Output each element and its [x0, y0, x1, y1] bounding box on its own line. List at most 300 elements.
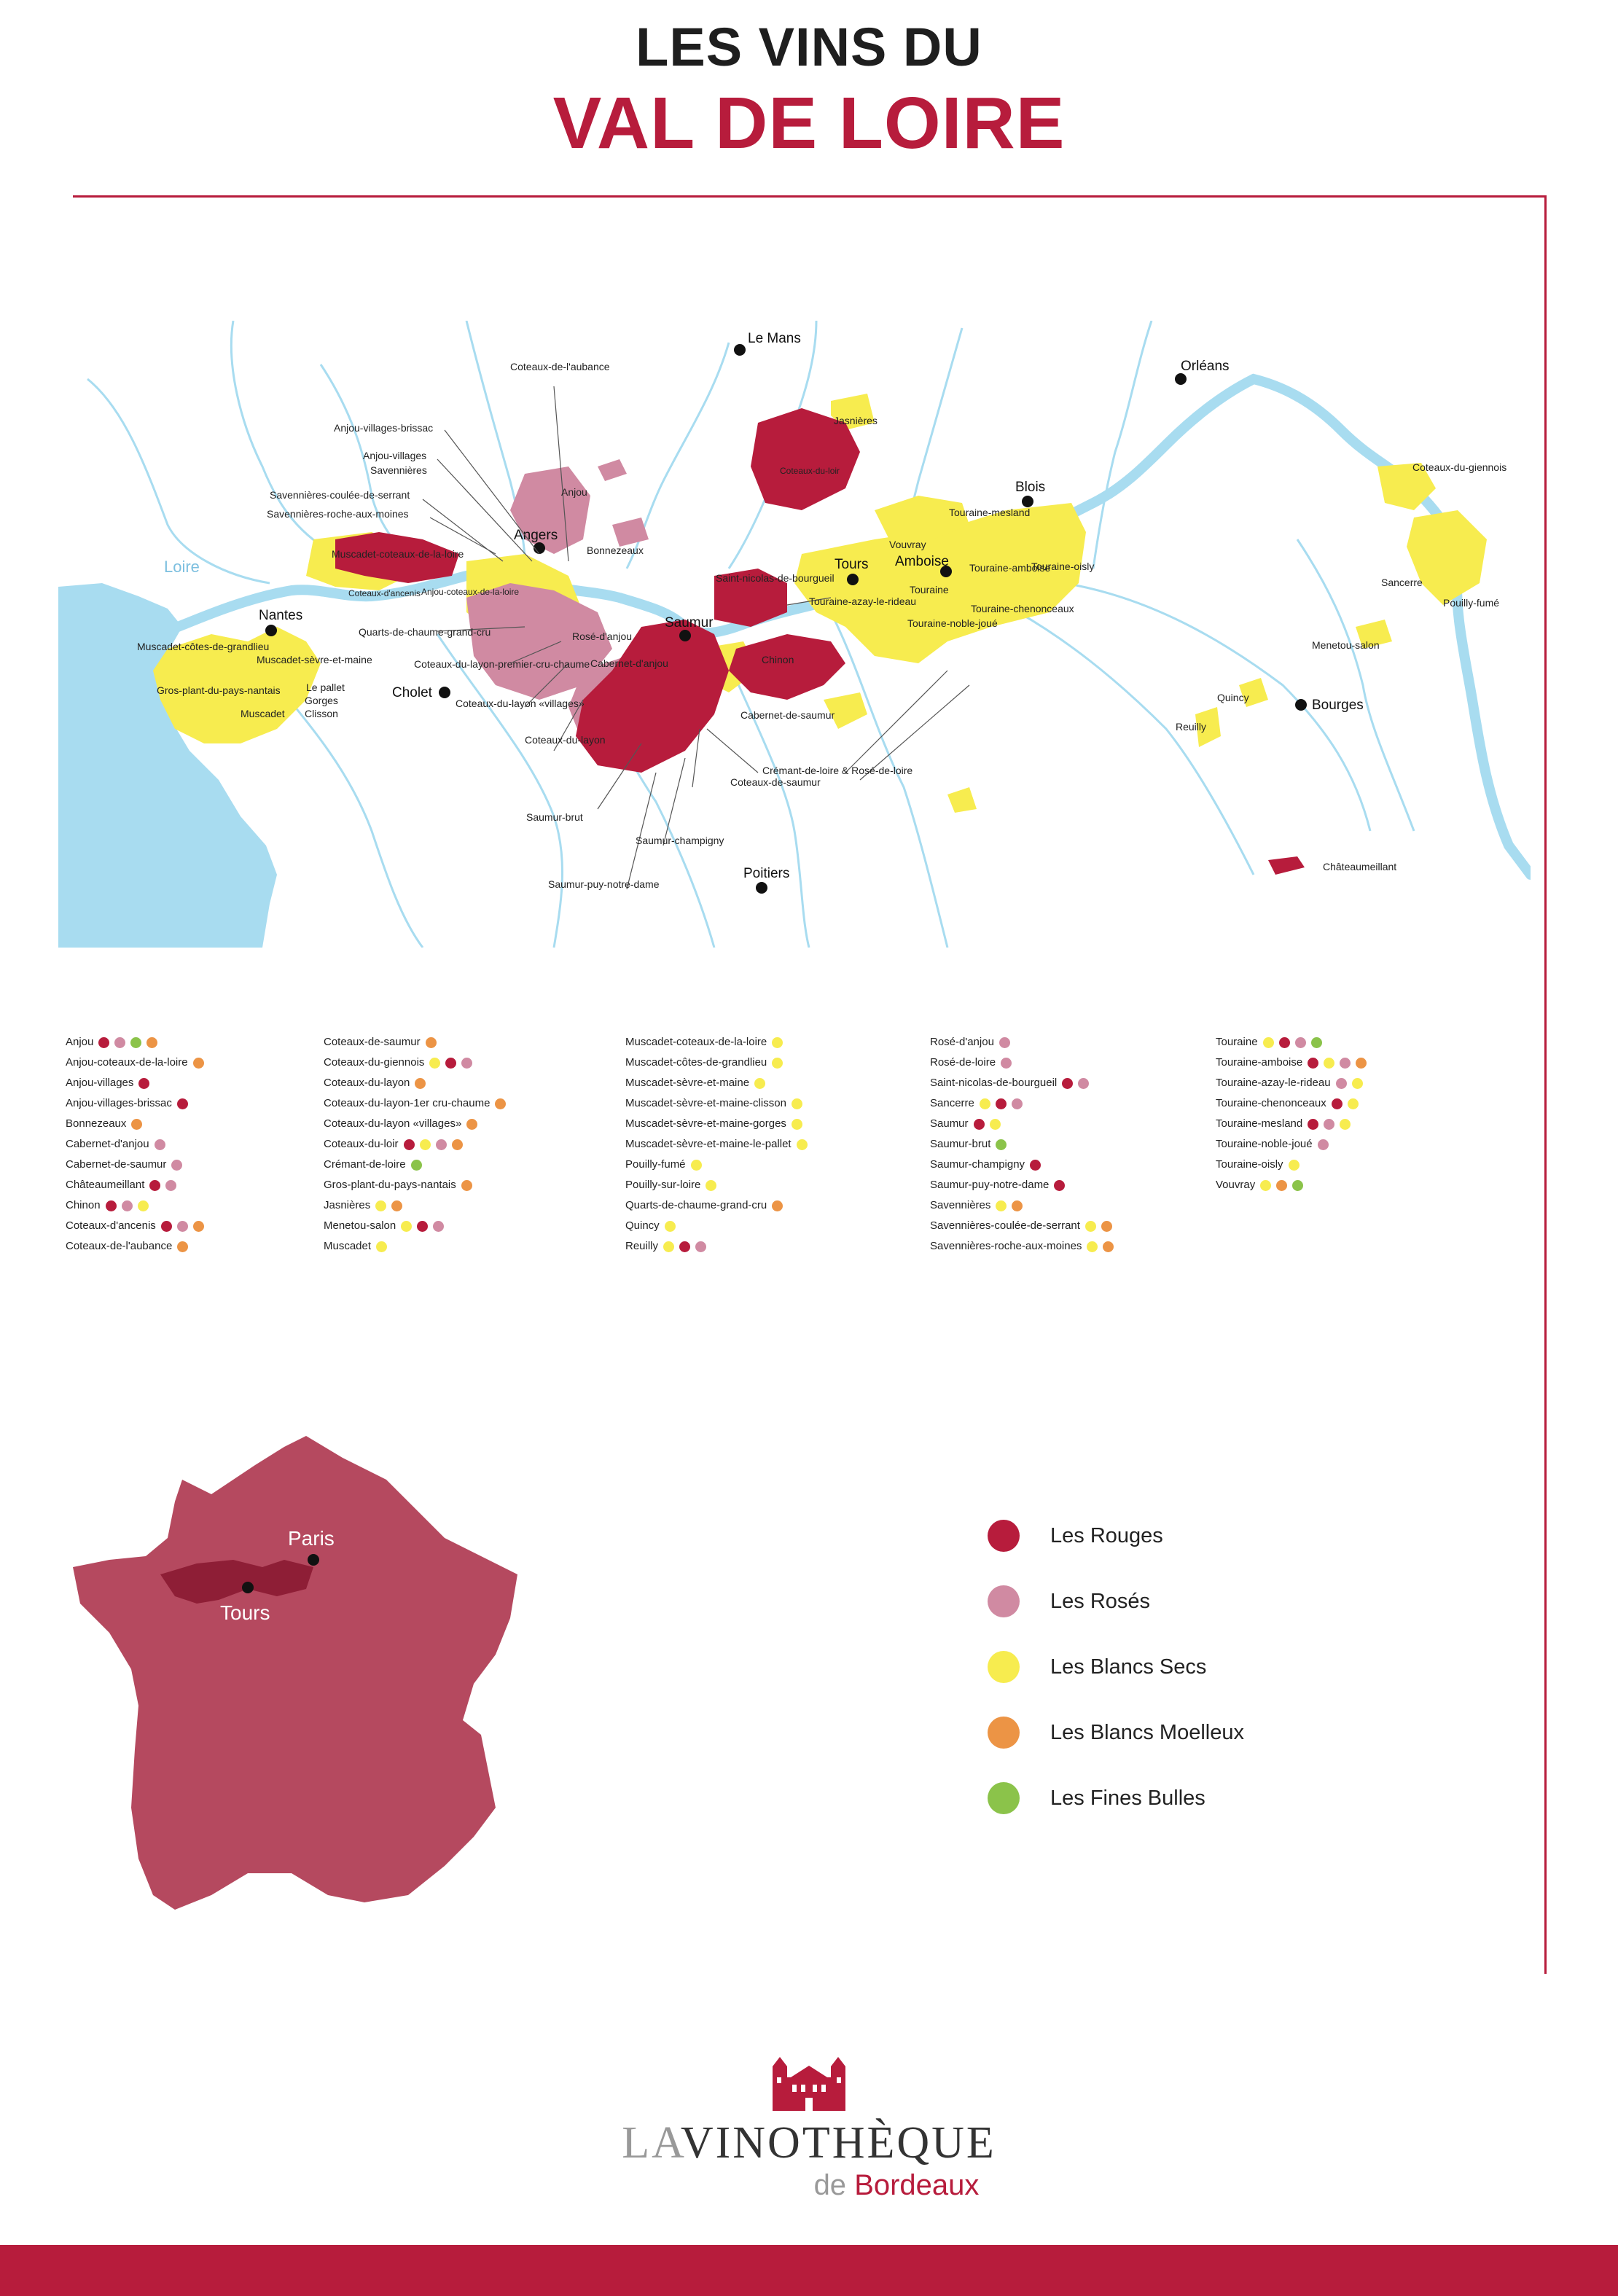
- label-touraine-noble-joue: Touraine-noble-joué: [907, 617, 998, 629]
- legend-item: [930, 1134, 1114, 1155]
- legend-dot-blanc-moelleux: [461, 1180, 472, 1191]
- legend-item-label: Reuilly: [625, 1240, 659, 1252]
- legend-dot-blanc-sec: [1087, 1241, 1098, 1252]
- label-pouilly-fume: Pouilly-fumé: [1443, 597, 1500, 609]
- legend-dot-rouge: [417, 1221, 428, 1232]
- france-label-tours: Tours: [220, 1601, 270, 1624]
- bonnezeaux-area: [612, 518, 649, 547]
- legend-item: [324, 1155, 506, 1175]
- legend-dot-blanc-moelleux: [146, 1037, 157, 1048]
- bottom-bar: [0, 2245, 1618, 2296]
- chateau-logo-icon: [769, 2055, 849, 2114]
- legend-item: [930, 1032, 1114, 1053]
- legend-item: [324, 1216, 506, 1236]
- legend-item-label: Crémant-de-loire: [324, 1158, 406, 1171]
- legend-item: [930, 1236, 1114, 1257]
- atlantic-ocean: [58, 583, 277, 948]
- legend-column-5: [1216, 1032, 1367, 1195]
- label-muscadet: Muscadet: [241, 708, 285, 719]
- legend-item: [930, 1155, 1114, 1175]
- page-title-line2: VAL DE LOIRE: [552, 82, 1066, 164]
- legend-dot-rose: [461, 1058, 472, 1069]
- legend-item: [66, 1195, 204, 1216]
- legend-item: [1216, 1032, 1367, 1053]
- legend-item-label: Vouvray: [1216, 1179, 1256, 1191]
- label-touraine: Touraine: [910, 584, 949, 596]
- logo-wordmark: [0, 2117, 1618, 2169]
- label-saint-nicolas-de-bourgueil: Saint-nicolas-de-bourgueil: [716, 572, 835, 584]
- legend-dot-rose: [155, 1139, 165, 1150]
- legend-item-label: Anjou-coteaux-de-la-loire: [66, 1056, 188, 1069]
- small-rose-area: [598, 459, 627, 481]
- legend-item: [1216, 1134, 1367, 1155]
- legend-item-label: Savennières-coulée-de-serrant: [930, 1219, 1080, 1232]
- legend-item: [324, 1032, 506, 1053]
- legend-item: [1216, 1093, 1367, 1114]
- legend-item: [324, 1134, 506, 1155]
- tours-dot: [242, 1582, 254, 1593]
- legend-column-4: [930, 1032, 1114, 1257]
- legend-dot-rouge: [974, 1119, 985, 1130]
- legend-dot-blanc-sec: [990, 1119, 1001, 1130]
- legend-dot-fines-bulles: [1292, 1180, 1303, 1191]
- legend-item-label: Touraine: [1216, 1036, 1258, 1048]
- legend-dot-rouge: [106, 1200, 117, 1211]
- legend-item-label: Cabernet-d'anjou: [66, 1138, 149, 1150]
- legend-dot-blanc-sec: [665, 1221, 676, 1232]
- legend-item: [1216, 1175, 1367, 1195]
- legend-item: [625, 1053, 808, 1073]
- city-dot-le-mans: [734, 344, 746, 356]
- legend-dot-rouge: [996, 1098, 1007, 1109]
- legend-dot-rouge: [1279, 1037, 1290, 1048]
- legend-dot-blanc-sec: [754, 1078, 765, 1089]
- legend-dot-rose: [1324, 1119, 1334, 1130]
- legend-item: [66, 1073, 204, 1093]
- legend-item-label: Touraine-chenonceaux: [1216, 1097, 1326, 1109]
- legend-dot-rouge: [1332, 1098, 1343, 1109]
- legend-dot-rose: [177, 1221, 188, 1232]
- legend-item: [1216, 1155, 1367, 1175]
- city-label-nantes: Nantes: [259, 608, 303, 623]
- legend-dot-rouge: [138, 1078, 149, 1089]
- key-swatch: [988, 1585, 1020, 1617]
- city-dot-bourges: [1295, 699, 1307, 711]
- france-map: [66, 1429, 547, 1924]
- label-touraine-mesland: Touraine-mesland: [949, 507, 1031, 518]
- legend-item-label: Menetou-salon: [324, 1219, 396, 1232]
- legend-item: [625, 1073, 808, 1093]
- city-label-blois: Blois: [1015, 480, 1046, 495]
- label-coteaux-du-layon: Coteaux-du-layon: [525, 734, 606, 746]
- legend-dot-rouge: [161, 1221, 172, 1232]
- legend-item-label: Touraine-amboise: [1216, 1056, 1303, 1069]
- legend-item: [930, 1216, 1114, 1236]
- legend-dot-blanc-sec: [797, 1139, 808, 1150]
- legend-dot-blanc-sec: [691, 1160, 702, 1171]
- legend-dot-rose: [436, 1139, 447, 1150]
- legend-dot-rose: [165, 1180, 176, 1191]
- legend-item-label: Saumur-puy-notre-dame: [930, 1179, 1050, 1191]
- legend-item-label: Touraine-oisly: [1216, 1158, 1283, 1171]
- legend-item: [66, 1053, 204, 1073]
- legend-dot-blanc-sec: [706, 1180, 716, 1191]
- legend-item: [625, 1032, 808, 1053]
- key-label: Les Blancs Moelleux: [1050, 1720, 1244, 1744]
- label-jasnieres: Jasnières: [834, 415, 878, 426]
- legend-item-label: Muscadet-coteaux-de-la-loire: [625, 1036, 767, 1048]
- legend-item: [66, 1175, 204, 1195]
- label-chateaumeillant: Châteaumeillant: [1323, 861, 1397, 872]
- legend-dot-rose: [433, 1221, 444, 1232]
- key-label: Les Rosés: [1050, 1589, 1151, 1613]
- legend-item-label: Coteaux-de-saumur: [324, 1036, 421, 1048]
- legend-dot-fines-bulles: [1311, 1037, 1322, 1048]
- legend-dot-blanc-sec: [772, 1037, 783, 1048]
- legend-item: [625, 1195, 808, 1216]
- legend-item: [625, 1134, 808, 1155]
- label-anjou: Anjou: [561, 486, 587, 498]
- legend-column-3: [625, 1032, 808, 1257]
- city-dot-saumur: [679, 630, 691, 641]
- legend-dot-blanc-moelleux: [1101, 1221, 1112, 1232]
- legend-item-label: Gros-plant-du-pays-nantais: [324, 1179, 456, 1191]
- label-saumur-champigny: Saumur-champigny: [636, 835, 724, 846]
- paris-dot: [308, 1554, 319, 1566]
- label-savennieres-coulee-de-serrant: Savennières-coulée-de-serrant: [270, 489, 410, 501]
- legend-item-label: Châteaumeillant: [66, 1179, 145, 1191]
- legend-dot-blanc-sec: [375, 1200, 386, 1211]
- label-quincy: Quincy: [1217, 692, 1249, 703]
- label-sancerre: Sancerre: [1381, 577, 1423, 588]
- legend-dot-blanc-moelleux: [1103, 1241, 1114, 1252]
- legend-item: [930, 1053, 1114, 1073]
- logo-vinotheque: VINOTHÈQUE: [680, 2118, 996, 2168]
- city-label-cholet: Cholet: [392, 685, 432, 700]
- wine-color-key: [988, 1503, 1244, 1831]
- key-row: [988, 1569, 1244, 1634]
- label-coteaux-de-saumur: Coteaux-de-saumur: [730, 776, 821, 788]
- legend-dot-fines-bulles: [411, 1160, 422, 1171]
- legend-dot-blanc-sec: [429, 1058, 440, 1069]
- chinon-area: [729, 634, 845, 700]
- legend-dot-blanc-sec: [420, 1139, 431, 1150]
- legend-dot-blanc-moelleux: [391, 1200, 402, 1211]
- legend-dot-rouge: [1062, 1078, 1073, 1089]
- legend-item: [930, 1195, 1114, 1216]
- legend-dot-rouge: [404, 1139, 415, 1150]
- key-swatch: [988, 1651, 1020, 1683]
- legend-dot-rouge: [1308, 1058, 1318, 1069]
- legend-dot-blanc-moelleux: [415, 1078, 426, 1089]
- legend-dot-blanc-moelleux: [466, 1119, 477, 1130]
- label-coteaux-d-ancenis: Coteaux-d'ancenis: [348, 588, 421, 598]
- legend-item: [1216, 1114, 1367, 1134]
- label-muscadet-cotes-de-grandlieu: Muscadet-côtes-de-grandlieu: [137, 641, 270, 652]
- legend-item-label: Muscadet-côtes-de-grandlieu: [625, 1056, 767, 1069]
- legend-item-label: Quincy: [625, 1219, 660, 1232]
- legend-dot-blanc-sec: [792, 1098, 802, 1109]
- key-label: Les Fines Bulles: [1050, 1786, 1205, 1810]
- legend-dot-rose: [1318, 1139, 1329, 1150]
- city-dot-tours: [847, 574, 859, 585]
- legend-dot-blanc-sec: [772, 1058, 783, 1069]
- label-quarts-de-chaume: Quarts-de-chaume-grand-cru: [359, 626, 491, 638]
- legend-dot-fines-bulles: [130, 1037, 141, 1048]
- legend-item-label: Coteaux-du-layon «villages»: [324, 1117, 462, 1130]
- legend-dot-blanc-sec: [1289, 1160, 1300, 1171]
- city-dot-cholet: [439, 687, 450, 698]
- label-menetou-salon: Menetou-salon: [1312, 639, 1380, 651]
- legend-dot-rose: [122, 1200, 133, 1211]
- legend-item: [66, 1134, 204, 1155]
- legend-dot-rouge: [1030, 1160, 1041, 1171]
- legend-dot-blanc-sec: [1340, 1119, 1351, 1130]
- loches-area: [947, 787, 977, 813]
- legend-item: [324, 1175, 506, 1195]
- label-bonnezeaux: Bonnezeaux: [587, 544, 644, 556]
- legend-dot-rose: [1001, 1058, 1012, 1069]
- legend-item: [625, 1175, 808, 1195]
- legend-dot-blanc-moelleux: [193, 1221, 204, 1232]
- legend-item: [930, 1073, 1114, 1093]
- city-dot-poitiers: [756, 882, 767, 894]
- legend-dot-blanc-sec: [663, 1241, 674, 1252]
- key-label: Les Rouges: [1050, 1523, 1163, 1547]
- legend-item: [324, 1236, 506, 1257]
- legend-item: [930, 1175, 1114, 1195]
- legend-item: [1216, 1073, 1367, 1093]
- legend-item-label: Touraine-azay-le-rideau: [1216, 1077, 1331, 1089]
- city-dot-nantes: [265, 625, 277, 636]
- city-label-angers: Angers: [514, 528, 558, 543]
- legend-dot-rose: [1078, 1078, 1089, 1089]
- legend-dot-rouge: [1054, 1180, 1065, 1191]
- label-savennieres: Savennières: [370, 464, 427, 476]
- legend-item-label: Coteaux-du-layon-1er cru-chaume: [324, 1097, 491, 1109]
- legend-item: [625, 1114, 808, 1134]
- city-label-poitiers: Poitiers: [743, 866, 790, 881]
- legend-item: [625, 1093, 808, 1114]
- legend-column-2: [324, 1032, 506, 1257]
- legend-dot-blanc-moelleux: [1012, 1200, 1023, 1211]
- legend-item: [66, 1155, 204, 1175]
- loire-region-map: [58, 321, 1531, 948]
- label-touraine-amboise: Touraine-amboise: [969, 562, 1051, 574]
- city-dot-blois: [1022, 496, 1033, 507]
- legend-dot-blanc-sec: [1352, 1078, 1363, 1089]
- key-swatch: [988, 1782, 1020, 1814]
- label-muscadet-sevre-et-maine: Muscadet-sèvre-et-maine: [257, 654, 372, 665]
- legend-item: [66, 1236, 204, 1257]
- label-cabernet-d-anjou: Cabernet-d'anjou: [590, 657, 668, 669]
- legend-item-label: Saumur-champigny: [930, 1158, 1025, 1171]
- legend-item-label: Cabernet-de-saumur: [66, 1158, 167, 1171]
- legend-dot-rose: [1340, 1058, 1351, 1069]
- france-outline: [73, 1436, 517, 1910]
- legend-item-label: Saint-nicolas-de-bourgueil: [930, 1077, 1058, 1089]
- legend-dot-blanc-sec: [996, 1200, 1007, 1211]
- label-clisson: Clisson: [305, 708, 338, 719]
- legend-dot-blanc-moelleux: [772, 1200, 783, 1211]
- legend-column-1: [66, 1032, 204, 1257]
- legend-dot-blanc-sec: [1324, 1058, 1334, 1069]
- legend-item-label: Anjou: [66, 1036, 94, 1048]
- legend-item-label: Anjou-villages-brissac: [66, 1097, 172, 1109]
- key-row: [988, 1765, 1244, 1831]
- label-vouvray: Vouvray: [889, 539, 926, 550]
- legend-item-label: Savennières: [930, 1199, 991, 1211]
- label-anjou-coteaux-de-la-loire: Anjou-coteaux-de-la-loire: [421, 587, 520, 597]
- label-le-pallet: Le pallet: [306, 682, 345, 693]
- legend-item-label: Muscadet-sèvre-et-maine: [625, 1077, 750, 1089]
- chateaumeillant-area: [1268, 856, 1305, 875]
- label-gorges: Gorges: [305, 695, 338, 706]
- legend-item-label: Touraine-mesland: [1216, 1117, 1303, 1130]
- legend-item-label: Quarts-de-chaume-grand-cru: [625, 1199, 767, 1211]
- logo-de: de: [813, 2169, 847, 2201]
- key-row: [988, 1503, 1244, 1569]
- legend-dot-rose: [1295, 1037, 1306, 1048]
- legend-item: [324, 1195, 506, 1216]
- legend-item-label: Pouilly-fumé: [625, 1158, 686, 1171]
- key-row: [988, 1634, 1244, 1700]
- label-reuilly: Reuilly: [1176, 721, 1207, 733]
- legend-item-label: Anjou-villages: [66, 1077, 134, 1089]
- label-touraine-oisly: Touraine-oisly: [1031, 561, 1095, 572]
- legend-item-label: Pouilly-sur-loire: [625, 1179, 701, 1191]
- legend-item-label: Jasnières: [324, 1199, 371, 1211]
- sancerre-area: [1407, 510, 1487, 605]
- legend-dot-rouge: [149, 1180, 160, 1191]
- legend-item: [625, 1236, 808, 1257]
- legend-item-label: Chinon: [66, 1199, 101, 1211]
- legend-item: [1216, 1053, 1367, 1073]
- legend-dot-rose: [171, 1160, 182, 1171]
- label-coteaux-de-l-aubance: Coteaux-de-l'aubance: [510, 361, 610, 372]
- legend-item: [66, 1114, 204, 1134]
- legend-dot-blanc-sec: [1348, 1098, 1359, 1109]
- label-rose-d-anjou: Rosé-d'anjou: [572, 630, 633, 642]
- legend-dot-blanc-sec: [792, 1119, 802, 1130]
- legend-dot-rose: [114, 1037, 125, 1048]
- legend-item: [324, 1093, 506, 1114]
- legend-dot-blanc-moelleux: [452, 1139, 463, 1150]
- legend-dot-rouge: [1308, 1119, 1318, 1130]
- label-anjou-villages-brissac: Anjou-villages-brissac: [334, 422, 434, 434]
- legend-dot-rose: [695, 1241, 706, 1252]
- legend-dot-blanc-moelleux: [131, 1119, 142, 1130]
- frame-right-border: [1544, 195, 1547, 1974]
- river-label: Loire: [164, 558, 200, 576]
- city-label-amboise: Amboise: [895, 554, 949, 569]
- legend-item: [66, 1032, 204, 1053]
- legend-dot-fines-bulles: [996, 1139, 1007, 1150]
- city-label-tours: Tours: [835, 557, 869, 572]
- france-label-paris: Paris: [288, 1527, 335, 1550]
- label-cabernet-de-saumur: Cabernet-de-saumur: [740, 709, 835, 721]
- label-saumur-brut: Saumur-brut: [526, 811, 583, 823]
- key-row: [988, 1700, 1244, 1765]
- label-gros-plant: Gros-plant-du-pays-nantais: [157, 684, 281, 696]
- logo-la: LA: [622, 2118, 681, 2168]
- legend-item-label: Muscadet: [324, 1240, 372, 1252]
- legend-dot-blanc-moelleux: [426, 1037, 437, 1048]
- label-saumur-puy-notre-dame: Saumur-puy-notre-dame: [548, 878, 660, 890]
- city-label-bourges: Bourges: [1312, 698, 1364, 713]
- city-dot-orleans: [1175, 373, 1187, 385]
- legend-item-label: Savennières-roche-aux-moines: [930, 1240, 1082, 1252]
- legend-dot-blanc-sec: [1263, 1037, 1274, 1048]
- legend-item-label: Bonnezeaux: [66, 1117, 127, 1130]
- legend-item: [625, 1155, 808, 1175]
- legend-dot-rose: [1012, 1098, 1023, 1109]
- page-title-line1: LES VINS DU: [636, 17, 982, 77]
- logo-bordeaux: Bordeaux: [854, 2169, 980, 2201]
- label-muscadet-coteaux-de-la-loire: Muscadet-coteaux-de-la-loire: [332, 548, 464, 560]
- legend-item-label: Coteaux-du-giennois: [324, 1056, 425, 1069]
- legend-dot-blanc-sec: [401, 1221, 412, 1232]
- legend-item: [930, 1093, 1114, 1114]
- key-swatch: [988, 1717, 1020, 1749]
- city-label-orleans: Orléans: [1181, 359, 1230, 374]
- legend-item-label: Touraine-noble-joué: [1216, 1138, 1313, 1150]
- legend-dot-blanc-moelleux: [177, 1241, 188, 1252]
- logo-subtitle: [175, 2169, 1618, 2202]
- legend-item: [66, 1216, 204, 1236]
- legend-dot-blanc-sec: [1260, 1180, 1271, 1191]
- legend-item-label: Saumur-brut: [930, 1138, 991, 1150]
- label-chinon: Chinon: [762, 654, 794, 665]
- legend-dot-blanc-moelleux: [1276, 1180, 1287, 1191]
- legend-dot-rose: [999, 1037, 1010, 1048]
- legend-dot-blanc-moelleux: [1356, 1058, 1367, 1069]
- legend-item: [324, 1053, 506, 1073]
- legend-item-label: Muscadet-sèvre-et-maine-le-pallet: [625, 1138, 792, 1150]
- legend-dot-rose: [1336, 1078, 1347, 1089]
- key-swatch: [988, 1520, 1020, 1552]
- legend-dot-blanc-sec: [1085, 1221, 1096, 1232]
- legend-dot-rouge: [98, 1037, 109, 1048]
- legend-item-label: Coteaux-du-layon: [324, 1077, 410, 1089]
- city-label-le-mans: Le Mans: [748, 331, 801, 346]
- legend-item-label: Coteaux-de-l'aubance: [66, 1240, 173, 1252]
- label-touraine-azay-le-rideau: Touraine-azay-le-rideau: [809, 596, 917, 607]
- legend-item-label: Saumur: [930, 1117, 969, 1130]
- legend-dot-blanc-sec: [980, 1098, 990, 1109]
- legend-dot-blanc-moelleux: [495, 1098, 506, 1109]
- legend-item-label: Coteaux-du-loir: [324, 1138, 399, 1150]
- legend-item: [625, 1216, 808, 1236]
- legend-dot-blanc-moelleux: [193, 1058, 204, 1069]
- legend-item-label: Muscadet-sèvre-et-maine-clisson: [625, 1097, 786, 1109]
- legend-item-label: Sancerre: [930, 1097, 974, 1109]
- key-label: Les Blancs Secs: [1050, 1655, 1207, 1679]
- legend-item: [66, 1093, 204, 1114]
- label-touraine-chenonceaux: Touraine-chenonceaux: [971, 603, 1074, 614]
- legend-item: [324, 1114, 506, 1134]
- legend-item: [324, 1073, 506, 1093]
- label-cremant-rose-de-loire: Crémant-de-loire & Rosé-de-loire: [762, 765, 913, 776]
- city-label-saumur: Saumur: [665, 615, 714, 630]
- legend-dot-blanc-sec: [376, 1241, 387, 1252]
- logo: [0, 2055, 1618, 2202]
- legend-dot-rouge: [445, 1058, 456, 1069]
- legend-item-label: Rosé-de-loire: [930, 1056, 996, 1069]
- legend-dot-rouge: [679, 1241, 690, 1252]
- legend-item-label: Rosé-d'anjou: [930, 1036, 994, 1048]
- legend-item-label: Coteaux-d'ancenis: [66, 1219, 156, 1232]
